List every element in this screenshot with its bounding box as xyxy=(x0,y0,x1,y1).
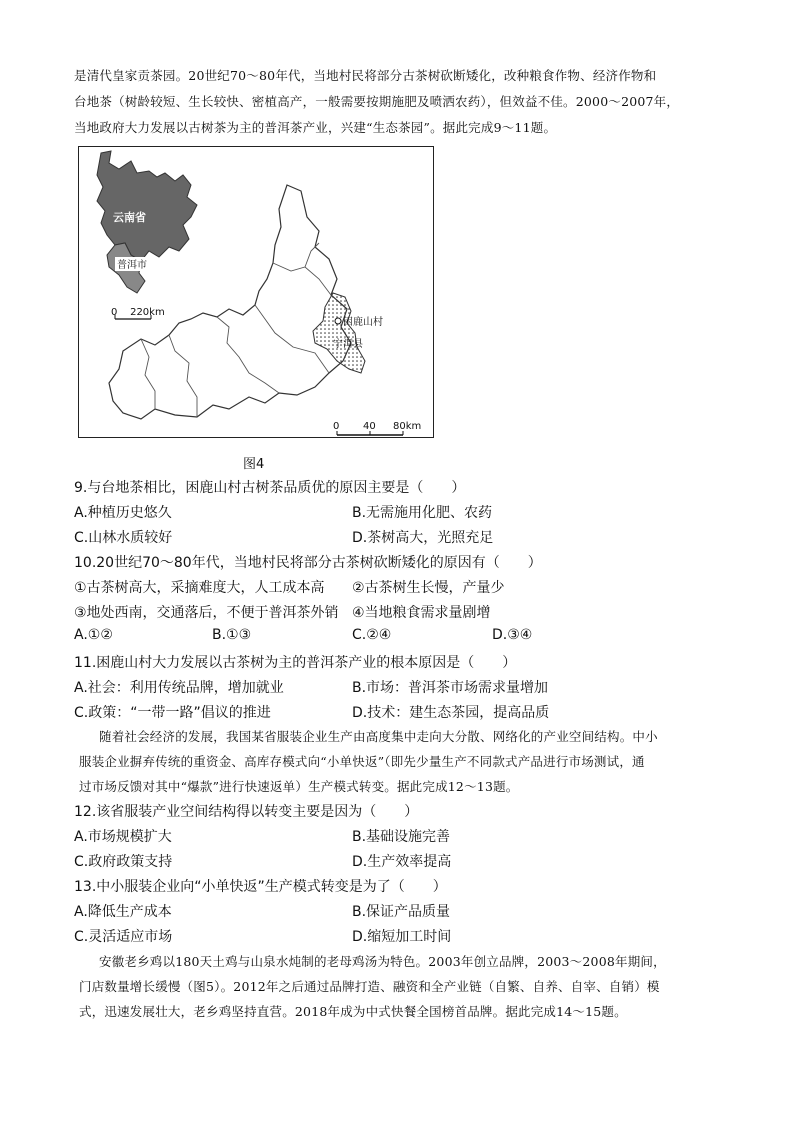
inset-province-label: 云南省 xyxy=(113,211,146,224)
main-scale-label-80: 80km xyxy=(393,421,422,432)
county-label: 宁洱县 xyxy=(333,339,363,350)
q10-option-d: D.③④ xyxy=(492,627,533,643)
q12-option-d: D.生产效率提高 xyxy=(352,854,452,870)
q9-option-c: C.山林水质较好 xyxy=(74,530,173,546)
q11-option-d: D.技术：建生态茶园，提高品质 xyxy=(352,705,550,721)
q10-statement-2: ②古茶树生长慢，产量少 xyxy=(352,580,505,596)
q11-option-c: C.政策：“一带一路”倡议的推进 xyxy=(74,705,271,721)
q12-option-b: B.基础设施完善 xyxy=(352,829,451,845)
q10-option-a: A.①② xyxy=(74,627,113,643)
q13-option-b: B.保证产品质量 xyxy=(352,904,451,920)
village-label: 困鹿山村 xyxy=(343,317,383,328)
intro2-line-3: 过市场反馈对其中“爆款”进行快速返单）生产模式转变。据此完成12～13题。 xyxy=(79,779,519,794)
q13-option-c: C.灵活适应市场 xyxy=(74,929,173,945)
q11-option-b: B.市场：普洱茶市场需求量增加 xyxy=(352,680,549,696)
q10-statement-1: ①古茶树高大，采摘难度大，人工成本高 xyxy=(74,580,325,596)
intro-line-2: 台地茶（树龄较短、生长较快、密植高产，一般需要按期施肥及喷洒农药），但效益不佳。2000～2007年， xyxy=(74,94,680,109)
intro3-line-3: 式，迅速发展壮大，老乡鸡坚持直营。2018年成为中式快餐全国榜首品牌。据此完成14～15题。 xyxy=(79,1004,627,1019)
q10-stem: 10.20世纪70～80年代，当地村民将部分古茶树砍断矮化的原因有（ ） xyxy=(74,555,542,571)
q10-option-b: B.①③ xyxy=(212,627,252,643)
q12-option-c: C.政府政策支持 xyxy=(74,854,173,870)
q10-statement-4: ④当地粮食需求量剧增 xyxy=(352,605,491,621)
intro-line-3: 当地政府大力发展以古树茶为主的普洱茶产业，兴建“生态茶园”。据此完成9～11题。 xyxy=(74,120,557,135)
intro3-line-1: 安徽老乡鸡以180天土鸡与山泉水炖制的老母鸡汤为特色。2003年创立品牌，2003～2008年期间， xyxy=(99,954,666,969)
q10-statement-3: ③地处西南，交通落后，不便于普洱茶外销 xyxy=(74,605,339,621)
yunnan-province-shape xyxy=(97,151,197,261)
q13-option-d: D.缩短加工时间 xyxy=(352,929,452,945)
inset-city-label: 普洱市 xyxy=(117,260,147,271)
q11-option-a: A.社会：利用传统品牌，增加就业 xyxy=(74,680,284,696)
q12-stem: 12.该省服装产业空间结构得以转变主要是因为（ ） xyxy=(74,804,419,820)
q13-option-a: A.降低生产成本 xyxy=(74,904,172,920)
intro3-line-2: 门店数量增长缓慢（图5）。2012年之后通过品牌打造、融资和全产业链（自繁、自养、自宰、自销）模 xyxy=(79,979,660,994)
intro2-line-1: 随着社会经济的发展，我国某省服装企业生产由高度集中走向大分散、网络化的产业空间结构。中小 xyxy=(99,729,658,744)
q13-stem: 13.中小服装企业向“小单快返”生产模式转变是为了（ ） xyxy=(74,879,447,895)
main-scale-label-40: 40 xyxy=(363,421,376,432)
map-svg xyxy=(79,147,433,437)
intro2-line-2: 服装企业摒弃传统的重资金、高库存模式向“小单快返”（即先少量生产不同款式产品进行市场测试，通 xyxy=(79,754,645,769)
main-scale-label-0: 0 xyxy=(333,421,340,432)
q10-option-c: C.②④ xyxy=(352,627,392,643)
q9-option-d: D.茶树高大，光照充足 xyxy=(352,530,494,546)
q9-option-b: B.无需施用化肥、农药 xyxy=(352,505,493,521)
village-marker xyxy=(335,318,341,324)
q9-option-a: A.种植历史悠久 xyxy=(74,505,172,521)
q12-option-a: A.市场规模扩大 xyxy=(74,829,172,845)
q11-stem: 11.困鹿山村大力发展以古茶树为主的普洱茶产业的根本原因是（ ） xyxy=(74,655,517,671)
map-figure xyxy=(78,146,434,438)
q9-stem: 9.与台地茶相比，困鹿山村古树茶品质优的原因主要是（ ） xyxy=(74,480,466,496)
intro-line-1: 是清代皇家贡茶园。20世纪70～80年代，当地村民将部分古茶树砍断矮化，改种粮食作物、经济作物和 xyxy=(74,68,657,83)
figure-caption: 图4 xyxy=(243,457,265,472)
inset-scale-label: 0 220km xyxy=(111,307,165,318)
